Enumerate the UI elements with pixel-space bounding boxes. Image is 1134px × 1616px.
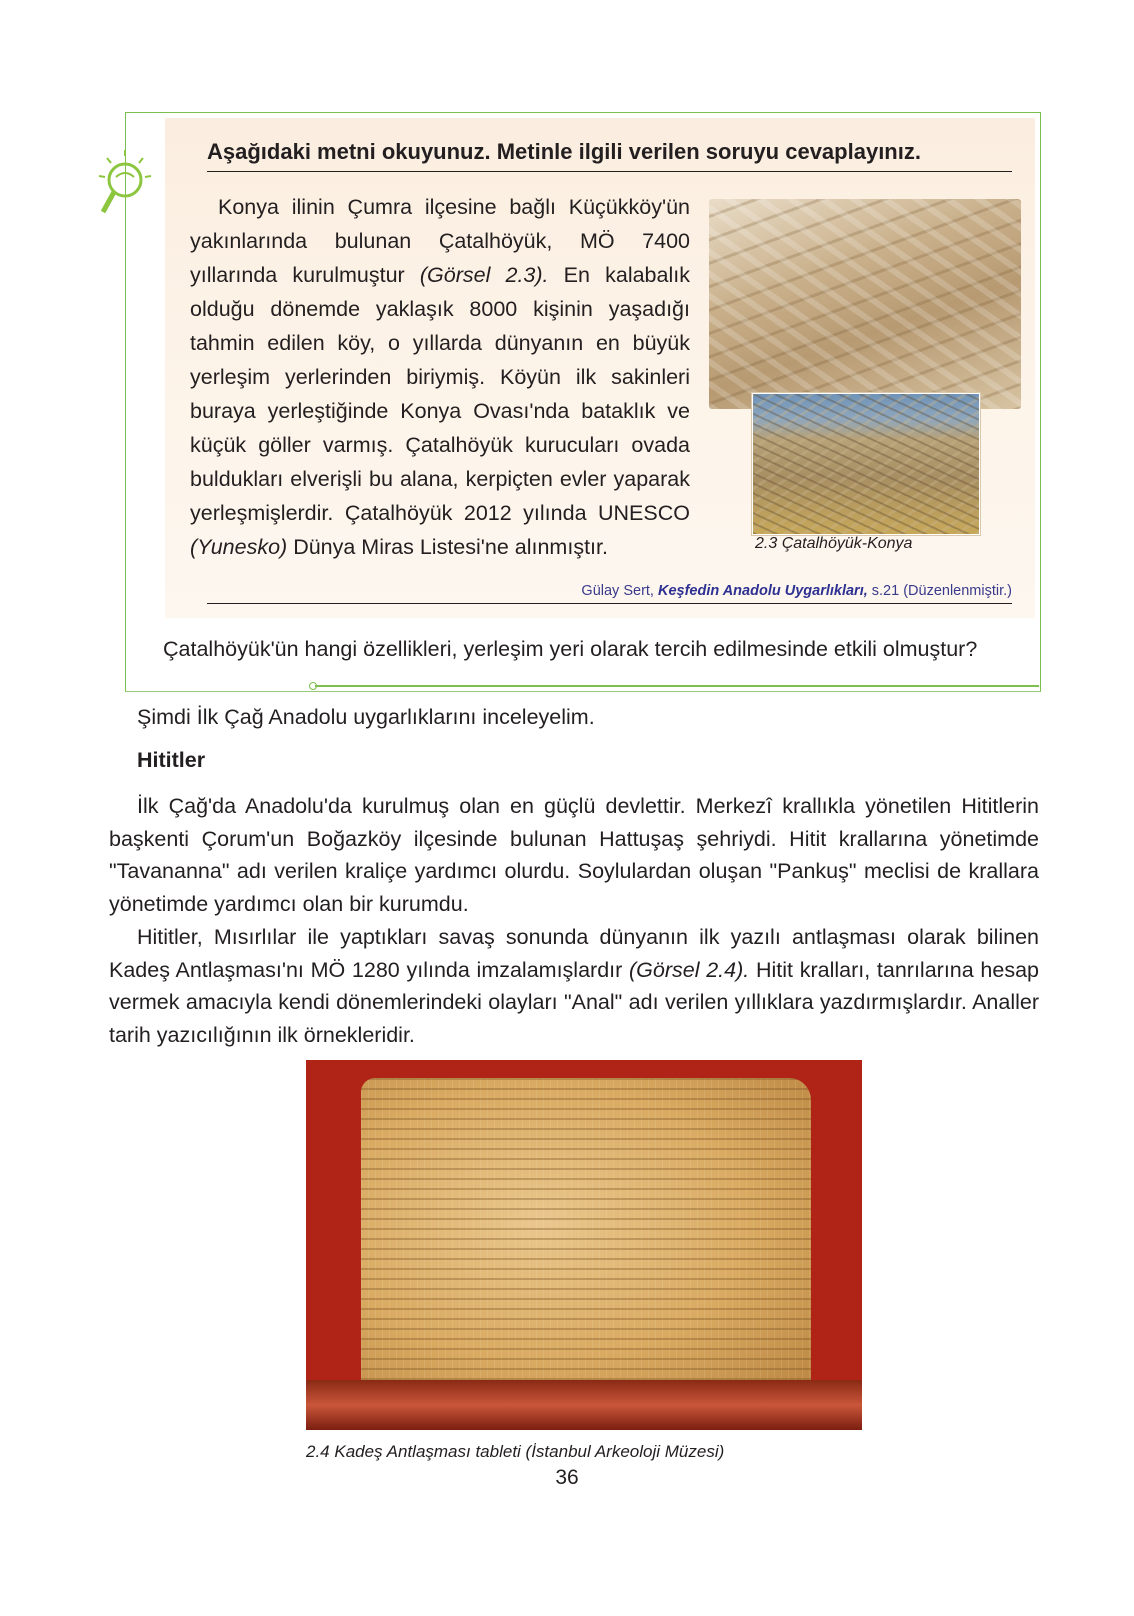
catalhoyuk-model-photo	[752, 393, 980, 535]
figure-caption-2-4: 2.4 Kadeş Antlaşması tableti (İstanbul Arkeoloji Müzesi)	[306, 1442, 725, 1461]
reading-figure-ref: (Görsel 2.3).	[419, 263, 549, 287]
source-page: s.21 (Düzenlenmiştir.)	[871, 583, 1012, 599]
reading-text-3: Dünya Miras Listesi'ne alınmıştır.	[293, 535, 608, 559]
paragraph-1	[109, 790, 1039, 920]
catalhoyuk-excavation-photo	[709, 199, 1021, 409]
source-citation	[207, 583, 1012, 604]
reading-text: Konya ilinin Çumra ilçesine bağlı Küçükköy'ün yakınlarında bulunan Çatalhöyük, MÖ 7400 yıllarında kurulmuştur	[190, 195, 690, 287]
section-heading: Hititler	[137, 748, 206, 772]
source-author: Gülay Sert,	[581, 583, 654, 599]
tablet-stone	[361, 1078, 811, 1400]
paragraph-2-text-a: Hititler, Mısırlılar ile yaptıkları savaş sonunda dünyanın ilk yazılı antlaşması olarak bilinen Kadeş Antlaşması'nı MÖ 1280 yılında imzalamışlardır	[109, 925, 1039, 982]
magnifier-icon	[95, 150, 165, 240]
activity-question: Çatalhöyük'ün hangi özellikleri, yerleşim yeri olarak tercih edilmesinde etkili olmuştur?	[163, 637, 978, 661]
page-number: 36	[555, 1466, 579, 1489]
paragraph-2-text-b: Hitit kralları, tanrılarına hesap vermek amacıyla kendi dönemlerindeki olayları "Anal" adı verilen yıllıklara yazdırmışlardır. Analler tarih yazıcılığının ilk örnekleridir.	[109, 957, 1040, 1047]
question-divider	[315, 685, 1039, 687]
source-book: Keşfedin Anadolu Uygarlıkları,	[657, 583, 868, 599]
kadesh-tablet-photo	[306, 1060, 862, 1430]
tablet-stand	[306, 1380, 862, 1430]
paragraph-2	[109, 921, 1039, 1051]
figure-caption-2-3: 2.3 Çatalhöyük-Konya	[755, 535, 913, 552]
reading-passage	[190, 190, 690, 564]
paragraph-2-figure-ref: (Görsel 2.4).	[629, 957, 750, 982]
reading-pronunciation: (Yunesko)	[190, 535, 288, 559]
activity-instruction: Aşağıdaki metni okuyunuz. Metinle ilgili verilen soruyu cevaplayınız.	[207, 139, 1012, 172]
paragraph-1-text: İlk Çağ'da Anadolu'da kurulmuş olan en güçlü devlettir. Merkezî krallıkla yönetilen Hititlerin başkenti Çorum'un Boğazköy ilçesinde bulunan Hattuşaş şehriydi. Hitit krallarına yönetimde "Tavananna" adı verilen kraliçe yardımcı olurdu. Soylulardan oluşan "Pankuş" meclisi de krallara yönetimde yardımcı olan bir kurumdu.	[109, 794, 1039, 916]
intro-text: Şimdi İlk Çağ Anadolu uygarlıklarını inceleyelim.	[137, 705, 595, 729]
reading-text-2: En kalabalık olduğu dönemde yaklaşık 8000 kişinin yaşadığı tahmin edilen köy, o yıllarda dünyanın en büyük yerleşim yerlerinden biriymiş. Köyün ilk sakinleri buraya yerleştiğinde Konya Ovası'nda bataklık ve küçük göller varmış. Çatalhöyük kurucuları ovada buldukları elverişli bu alana, kerpiçten evler yaparak yerleşmişlerdir. Çatalhöyük 2012 yılında UNESCO	[190, 263, 690, 525]
